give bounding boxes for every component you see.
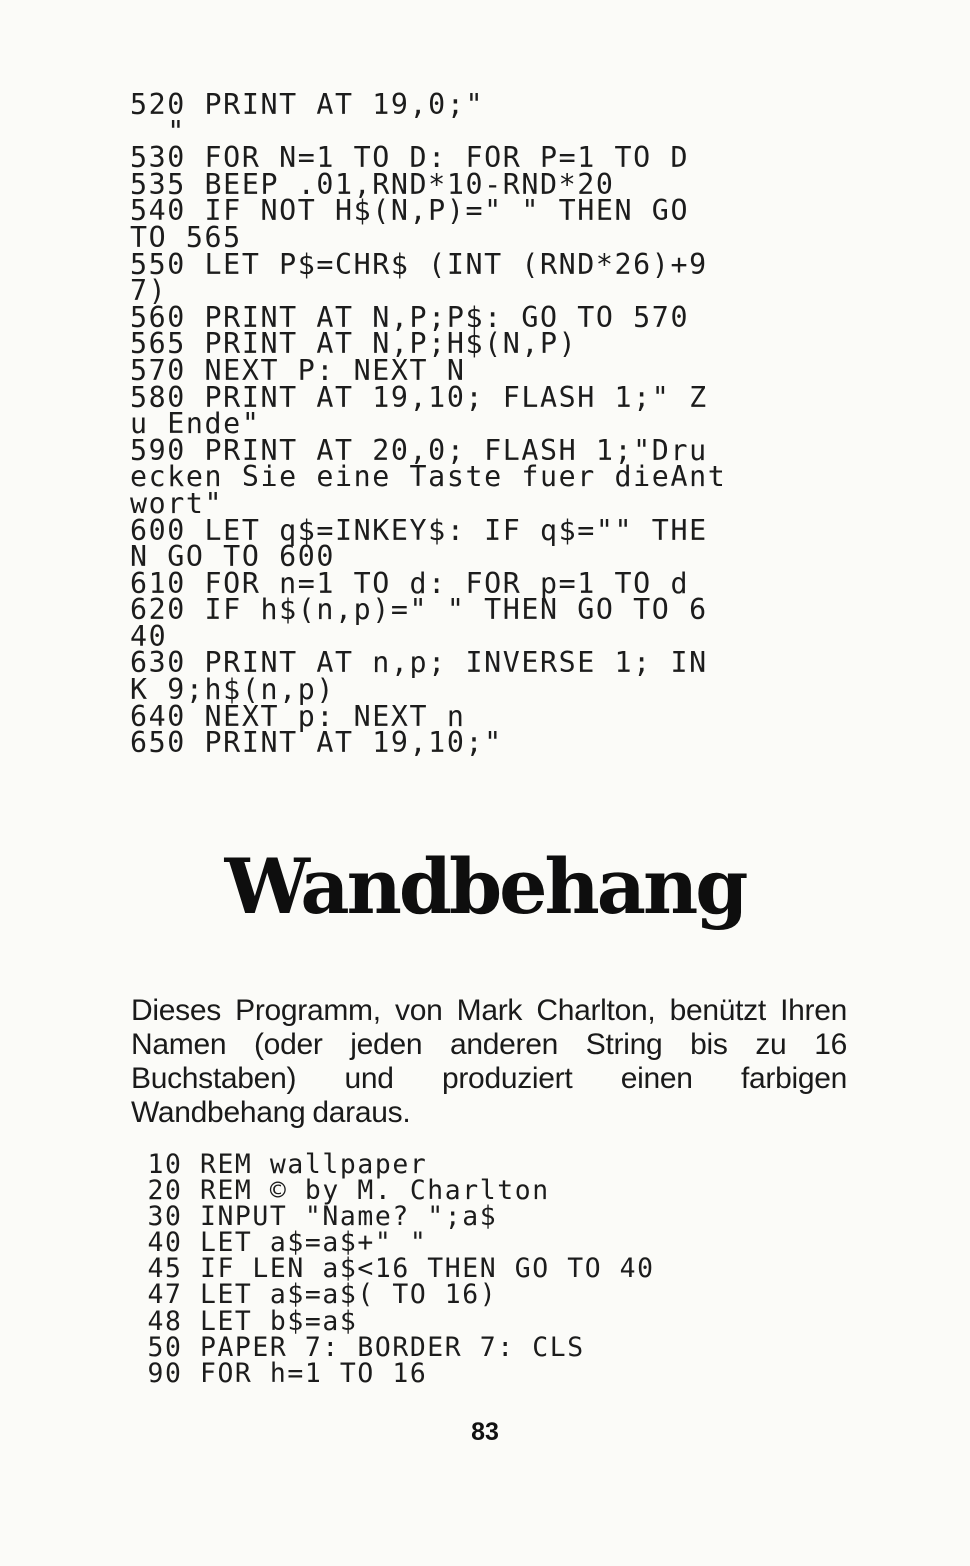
code-line: 580 PRINT AT 19,10; FLASH 1;" Z	[130, 380, 708, 414]
code-line: 570 NEXT P: NEXT N	[130, 353, 466, 387]
page-number: 83	[471, 1418, 499, 1446]
code-line: 590 PRINT AT 20,0; FLASH 1;"Dru	[130, 433, 708, 467]
section-title: Wandbehang	[224, 842, 746, 931]
code-line: 20 REM © by M. Charlton	[130, 1175, 550, 1207]
code-line: u Ende"	[130, 407, 261, 441]
code-line: 630 PRINT AT n,p; INVERSE 1; IN	[130, 646, 708, 680]
code-line: 90 FOR h=1 TO 16	[130, 1357, 428, 1389]
code-line: 560 PRINT AT N,P;P$: GO TO 570	[130, 300, 690, 334]
code-line: ecken Sie eine Taste fuer dieAnt	[130, 460, 727, 494]
code-line: wort"	[130, 486, 224, 520]
code-line: 535 BEEP .01,RND*10-RND*20	[130, 167, 615, 201]
code-line: 610 FOR n=1 TO d: FOR p=1 TO d	[130, 566, 690, 600]
code-line: 10 REM wallpaper	[130, 1149, 428, 1180]
code-line: 540 IF NOT H$(N,P)=" " THEN GO	[130, 194, 690, 228]
code-line: 7)	[130, 274, 168, 308]
code-listing-top	[130, 88, 727, 760]
code-line: K 9;h$(n,p)	[130, 673, 335, 707]
code-line: N GO TO 600	[130, 540, 335, 574]
code-line: 640 NEXT p: NEXT n	[130, 699, 466, 733]
code-line: TO 565	[130, 220, 242, 254]
code-line: 550 LET P$=CHR$ (INT (RND*26)+9	[130, 247, 708, 281]
code-line: 40	[130, 619, 168, 653]
code-line: "	[130, 114, 186, 148]
code-line: 620 IF h$(n,p)=" " THEN GO TO 6	[130, 593, 708, 627]
code-line: 30 INPUT "Name? ";a$	[130, 1201, 498, 1233]
code-line: 50 PAPER 7: BORDER 7: CLS	[130, 1331, 585, 1363]
code-line: 530 FOR N=1 TO D: FOR P=1 TO D	[130, 141, 690, 175]
code-line: 520 PRINT AT 19,0;"	[130, 88, 485, 121]
code-line: 600 LET q$=INKEY$: IF q$="" THE	[130, 513, 708, 547]
code-line: 45 IF LEN a$<16 THEN GO TO 40	[130, 1253, 655, 1285]
code-line: 47 LET a$=a$( TO 16)	[130, 1279, 498, 1311]
code-listing-bottom	[130, 1149, 655, 1389]
code-line: 565 PRINT AT N,P;H$(N,P)	[130, 327, 578, 361]
code-line: 650 PRINT AT 19,10;"	[130, 726, 503, 760]
code-line: 40 LET a$=a$+" "	[130, 1227, 428, 1259]
intro-paragraph: Dieses Programm, von Mark Charlton, benützt Ihren Namen (oder jeden anderen String bis zu 16 Buchstaben) und produziert einen farbigen Wandbehang daraus.	[131, 994, 847, 1129]
code-line: 48 LET b$=a$	[130, 1305, 358, 1337]
